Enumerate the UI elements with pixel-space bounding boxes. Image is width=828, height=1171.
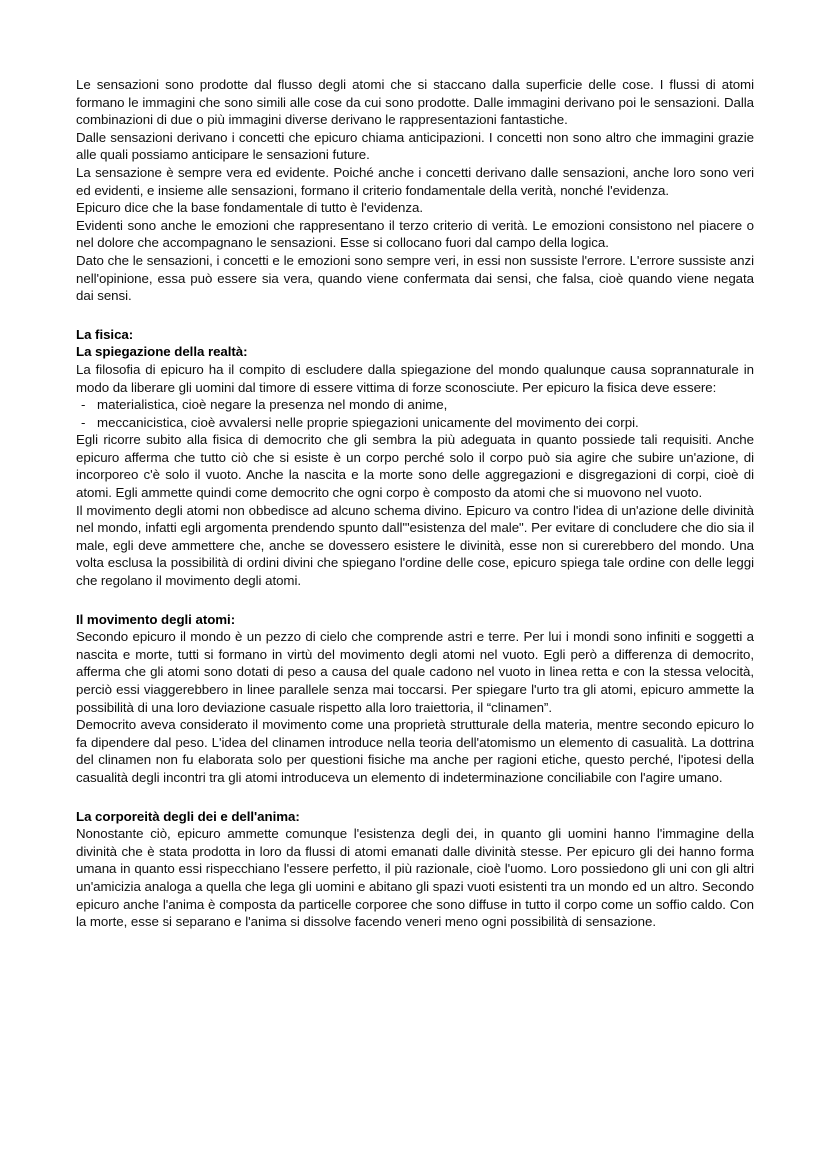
list-item-label: materialistica, cioè negare la presenza nel mondo di anime, [97,397,448,413]
paragraph: La sensazione è sempre vera ed evidente. Poiché anche i concetti derivano dalle sensazioni, anche loro sono veri ed evidenti, e insieme alle sensazioni, formano il criterio fondamentale della verità, nonché l'evidenza. [76,164,754,198]
paragraph-block-sensazioni [76,76,754,305]
list-item [76,414,754,432]
heading-la-corporeita-degli-dei-e-dellanima: La corporeità degli dei e dell'anima: [76,808,300,824]
paragraph: Evidenti sono anche le emozioni che rappresentano il terzo criterio di verità. Le emozioni consistono nel piacere o nel dolore che accompagnano le sensazioni. Esse si collocano fuori dal campo della logica. [76,217,754,251]
paragraph: Epicuro dice che la base fondamentale di tutto è l'evidenza. [76,200,423,216]
paragraph: Secondo epicuro il mondo è un pezzo di cielo che comprende astri e terre. Per lui i mondi sono infiniti e soggetti a nascita e morte, tutti si formano in virtù del movimento degli atomi nel vuoto. Egli però a differenza di democrito, afferma che gli atomi sono dotati di peso a causa del quale cadono nel vuoto in linea retta e con la stessa velocità, perciò essi viaggerebbero in linee parallele senza mai toccarsi. Per spiegare l'urto tra gli atomi, epicuro ammette la possibilità di una loro deviazione casuale rispetto alla loro traiettoria, il “clinamen”. [76,629,754,715]
dash-bullet-icon: - [81,397,86,413]
heading-il-movimento-degli-atomi: Il movimento degli atomi: [76,611,236,627]
section-spacer [76,590,754,611]
list-item [76,396,754,414]
paragraph: Le sensazioni sono prodotte dal flusso degli atomi che si staccano dalla superficie delle cose. I flussi di atomi formano le immagini che sono simili alle cose da cui sono prodotte. Dalle immagini derivano poi le sensazioni. Dalla combinazioni di due o più immagini diverse derivano le rappresentazioni fantastiche. [76,77,754,128]
section-spacer [76,305,754,326]
paragraph: Egli ricorre subito alla fisica di democrito che gli sembra la più adeguata in quanto possiede tali requisiti. Anche epicuro afferma che tutto ciò che si esiste è un corpo perché solo il corpo può sia agire che subire un'azione, di incorporeo c'è solo il vuoto. Anche la nascita e la morte sono delle aggregazioni e disgregazioni di corpi, cioè di atomi. Egli ammette quindi come democrito che ogni corpo è composto da atomi che si muovono nel vuoto. [76,432,754,501]
heading-la-fisica: La fisica: [76,326,134,342]
paragraph: Dato che le sensazioni, i concetti e le emozioni sono sempre veri, in essi non sussiste l'errore. L'errore sussiste anzi nell'opinione, essa può essere sia vera, quando viene confermata dai sensi, che falsa, cioè quando viene negata dai sensi. [76,252,754,304]
paragraph: Nonostante ciò, epicuro ammette comunque l'esistenza degli dei, in quanto gli uomini hanno l'immagine della divinità che è stata prodotta in loro da flussi di atomi emanati dalle divinità stesse. Per epicuro gli dei hanno forma umana in quanto essi rispecchiano l'essere perfetto, il più razionale, cioè l'uomo. Loro possiedono gli uni con gli altri un'amicizia analoga a quella che lega gli uomini e abitano gli spazi vuoti esistenti tra un mondo ed un altro. Secondo epicuro anche l'anima è composta da particelle corporee che sono diffuse in tutto il corpo come un soffio caldo. Con la morte, esse si separano e l'anima si dissolve facendo veneri meno ogni possibilità di sensazione. [76,826,754,930]
list-item-label: meccanicistica, cioè avvalersi nelle proprie spiegazioni unicamente del movimento dei corpi. [97,414,639,430]
paragraph: Il movimento degli atomi non obbedisce ad alcuno schema divino. Epicuro va contro l'idea di un'azione delle divinità nel mondo, infatti egli argomenta prendendo spunto dall'"esistenza del male". Per evitare di concludere che dio sia il male, egli deve ammettere che, anche se dovessero esistere le divinità, esse non si curerebbero del mondo. Una volta esclusa la possibilità di ordini divini che spiegano l'ordine delle cose, epicuro spiega tale ordine con delle leggi che regolano il movimento degli atomi. [76,502,754,589]
section-spacer [76,787,754,808]
document-body [76,76,754,931]
heading-la-spiegazione-della-realta: La spiegazione della realtà: [76,344,248,360]
paragraph: Democrito aveva considerato il movimento come una proprietà strutturale della materia, mentre secondo epicuro lo fa dipendere dal peso. L'idea del clinamen introduce nella teoria dell'atomismo un elemento di casualità. La dottrina del clinamen non fu elaborata solo per questioni fisiche ma anche per ragioni etiche, questo perché, l'ipotesi della casualità degli incontri tra gli atomi introduceva un elemento di indeterminazione conciliabile con l'agire umano. [76,717,754,785]
fisica-requirements-list [76,396,754,431]
dash-bullet-icon: - [81,414,86,430]
paragraph: Dalle sensazioni derivano i concetti che epicuro chiama anticipazioni. I concetti non sono altro che immagini grazie alle quali possiamo anticipare le sensazioni future. [76,129,754,163]
paragraph: La filosofia di epicuro ha il compito di escludere dalla spiegazione del mondo qualunque causa soprannaturale in modo da liberare gli uomini dal timore di essere vittima di forze sconosciute. Per epicuro la fisica deve essere: [76,361,754,395]
